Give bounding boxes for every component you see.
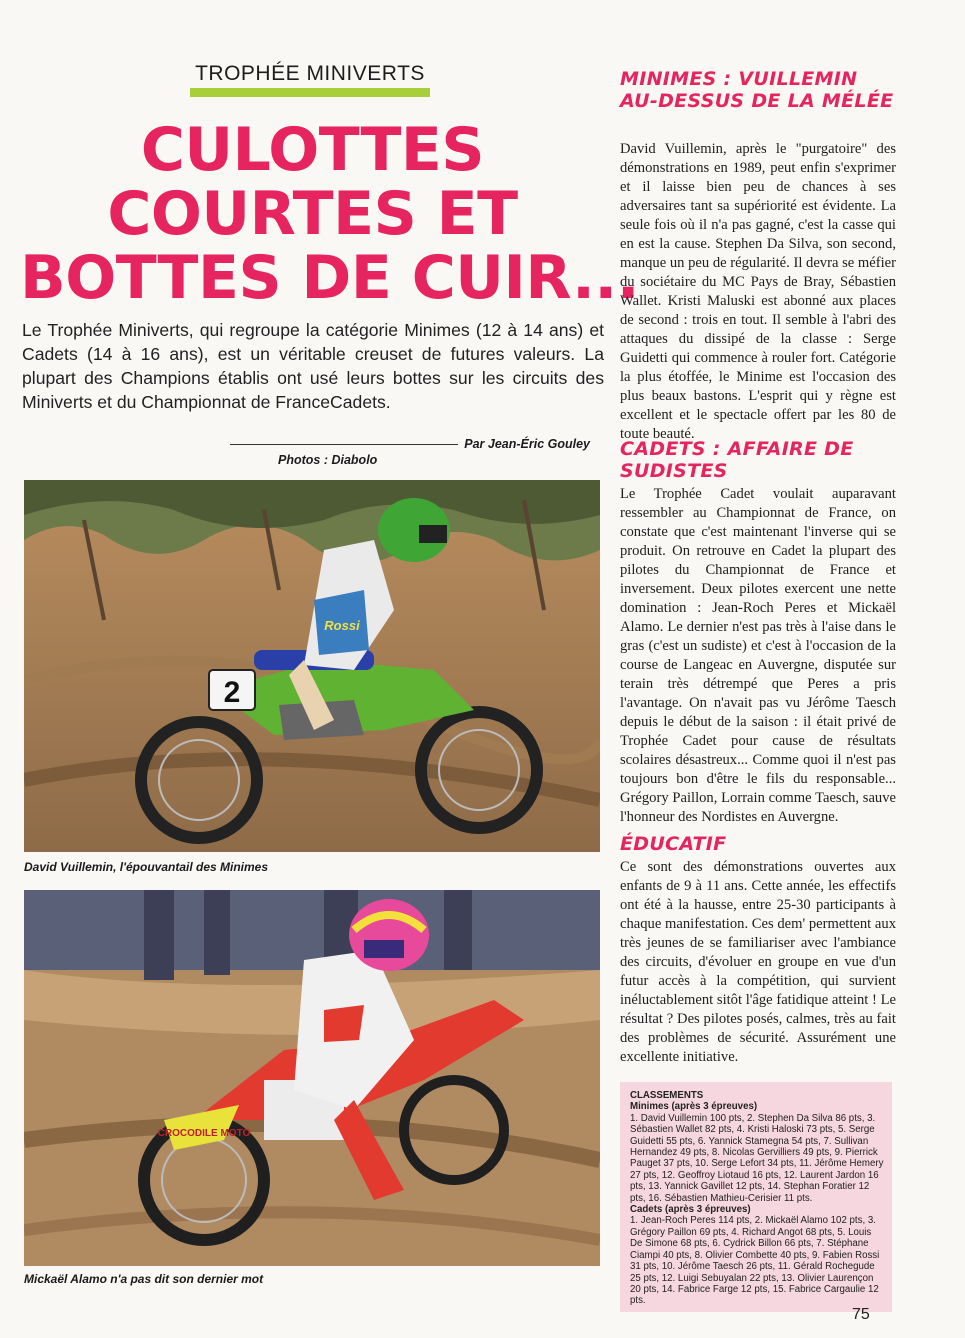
section-title-minimes: MINIMES : VUILLEMIN AU-DESSUS DE LA MÉLÉE	[620, 68, 894, 112]
results-cadets-list: 1. Jean-Roch Peres 114 pts, 2. Mickaël Alamo 102 pts, 3. Grégory Paillon 69 pts, 4. Richard Angot 68 pts, 5. Louis De Simone 68 pts, 6. Cydrick Billon 66 pts, 7. Stéphane Ciampi 40 pts, 8. Olivier Combette 40 pts, 9. Fabien Rossi 31 pts, 10. Jérôme Taesch 26 pts, 11. Gérald Rochegude 25 pts, 12. Luigi Sebuyalan 22 pts, 13. Olivier Laurençon 20 pts, 14. Fabrice Farge 12 pts, 15. Fabrice Cargaulie 12 pts.	[630, 1215, 880, 1307]
fender-label: CROCODILE MOTO	[157, 1128, 251, 1139]
section-title-educatif: ÉDUCATIF	[620, 833, 727, 855]
number-plate-label: 2	[223, 676, 241, 709]
results-box	[620, 1082, 892, 1312]
jersey-label: Rossi	[324, 618, 360, 633]
headline-line-2: COURTES ET	[107, 179, 518, 249]
results-title: CLASSEMENTS	[630, 1090, 704, 1101]
headline-line-1: CULOTTES	[140, 115, 485, 185]
kicker-underline	[190, 88, 430, 97]
photo-credit: Photos : Diabolo	[278, 453, 378, 467]
section-body-minimes: David Vuillemin, après le "purgatoire" des démonstrations en 1989, peut enfin s'exprimer et il laisse bien peu de chances à ses adversaires tant sa supériorité est évidente. La seule fois où il n'a pas gagné, c'est la casse qui en est la cause. Stephen Da Silva, son second, manque un peu de régularité. Il devra se méfier du sociétaire du MC Pays de Bray, Sébastien Wallet. Kristi Maluski est abonné aux places de second : trois en tout. Il semble à l'abri des attaques du dissipé de la classe : Serge Guidetti qui commence à rouler fort. Catégorie la plus étoffée, le Minime est l'occasion des plus beaux bastons. L'esprit qui y règne est excellent et le spectacle offert par les 80 de toute beauté.	[620, 141, 896, 442]
lead-paragraph: Le Trophée Miniverts, qui regroupe la catégorie Minimes (12 à 14 ans) et Cadets (14 à 16 ans), est un véritable creuset de futures valeurs. La plupart des Champions établis ont usé leurs bottes sur les circuits des Miniverts et du Championnat de FranceCadets.	[22, 320, 604, 412]
page-number: 75	[852, 1306, 870, 1323]
photo-vuillemin	[24, 480, 600, 852]
headline-line-3: BOTTES DE CUIR...	[20, 243, 640, 313]
results-minimes-list: 1. David Vuillemin 100 pts, 2. Stephen Da Silva 86 pts, 3. Sébastien Wallet 82 pts, 4. Kristi Haloski 73 pts, 5. Serge Guidetti 55 pts, 6. Yannick Stamegna 54 pts, 7. Sullivan Hernandez 49 pts, 8. Nicolas Gervilliers 49 pts, 9. Pierrick Pauget 37 pts, 10. Serge Lefort 34 pts, 11. Jérôme Hemery 27 pts, 12. Geoffroy Liotaud 16 pts, 12. Laurent Jardon 16 pts, 13. Yannick Gavillet 12 pts, 14. Stephan Foratier 12 pts, 16. Sébastien Mathieu-Cerisier 11 pts.	[630, 1112, 884, 1204]
author-credit: Par Jean-Éric Gouley	[464, 437, 590, 451]
section-kicker	[190, 62, 430, 97]
section-body-cadets: Le Trophée Cadet voulait auparavant ressembler au Championnat de France, on constate que c'est maintenant l'inverse qui se produit. On retrouve en Cadet la plupart des pilotes du Championnat de France et inversement. Deux pilotes exercent une nette domination : Jean-Roch Peres et Mickaël Alamo. Le dernier n'est pas très à l'aise dans le gras (c'est un sudiste) et c'est à l'occasion de la course de Langeac en Auvergne, disputée sur terain très détrempé que Peres a pris l'avantage. On n'avait pas vu Jérôme Taesch depuis le début de la saison : il était privé de Trophée Cadet pour cause de résultats scolaires désastreux... Comme quoi il n'est pas toujours bon d'être le fils du responsable... Grégory Paillon, Lorrain comme Taesch, sauve l'honneur des Nordistes en Auvergne.	[620, 486, 896, 825]
results-cadets-title: Cadets (après 3 épreuves)	[630, 1204, 751, 1216]
section-body-educatif: Ce sont des démonstrations ouvertes aux enfants de 9 à 11 ans. Cette année, les effectifs ont été à la hausse, entre 25-30 participants à chaque manifestation. Ces dem' permettent aux très jeunes de se familiariser avec l'ambiance des circuits, d'évoluer en groupe en vue d'un futur accès à la compétition, qui survient inéluctablement sitôt l'âge fatidique atteint ! Le résultat ? Des pilotes posés, calmes, très au fait des problèmes de sécurité. Assurément une excellente initiative.	[620, 859, 896, 1065]
kicker-label: TROPHÉE MINIVERTS	[195, 62, 425, 85]
photo-caption-2: Mickaël Alamo n'a pas dit son dernier mot	[24, 1272, 264, 1286]
credits-rule	[230, 444, 458, 445]
headline	[20, 115, 640, 313]
photo-caption-1: David Vuillemin, l'épouvantail des Minimes	[24, 860, 269, 874]
section-title-cadets: CADETS : AFFAIRE DE SUDISTES	[620, 438, 854, 482]
photo-alamo	[24, 890, 600, 1266]
results-minimes-title: Minimes (après 3 épreuves)	[630, 1101, 758, 1113]
credits	[230, 436, 590, 468]
